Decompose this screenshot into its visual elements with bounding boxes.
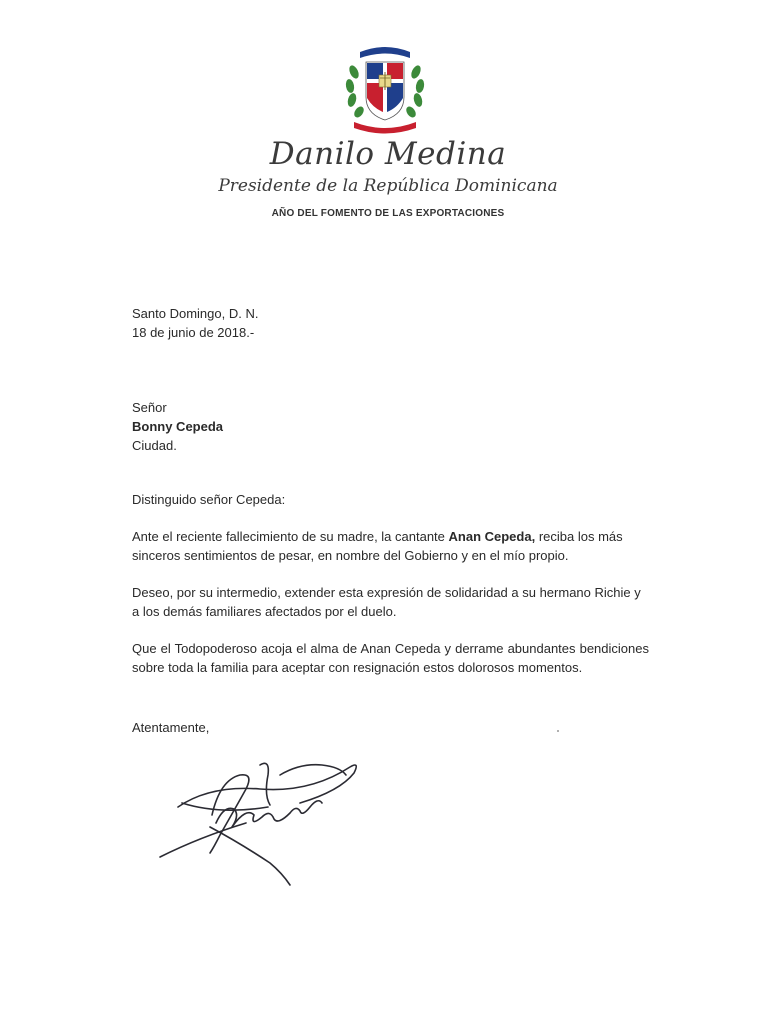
paragraph-1-text-b: reciba los más sinceros sentimientos de pesar, en nombre del Gobierno y en el mío propio. (132, 529, 623, 563)
letterhead-motto: AÑO DEL FOMENTO DE LAS EXPORTACIONES (271, 208, 505, 219)
salutation: Distinguido señor Cepeda: (132, 492, 286, 507)
paragraph-1 (132, 527, 649, 565)
stray-mark (557, 730, 559, 732)
letterhead-name: Danilo Medina (269, 136, 507, 172)
paragraph-2: Deseo, por su intermedio, extender esta expresión de solidaridad a su hermano Richie y a los demás familiares afectados por el duelo. (132, 585, 641, 619)
paragraph-1-text-a: Ante el reciente fallecimiento de su madre, la cantante (132, 529, 449, 544)
recipient-city: Ciudad. (132, 438, 177, 453)
paragraph-3: Que el Todopoderoso acoja el alma de Anan Cepeda y derrame abundantes bendiciones sobre toda la familia para aceptar con resignación estos dolorosos momentos. (132, 641, 649, 675)
closing: Atentamente, (132, 720, 210, 735)
date-line: 18 de junio de 2018.- (132, 325, 255, 340)
paragraph-1-bold-name: Anan Cepeda, (448, 529, 536, 544)
coat-of-arms-seal (340, 42, 430, 137)
recipient-name: Bonny Cepeda (132, 419, 224, 434)
place-line: Santo Domingo, D. N. (132, 306, 259, 321)
letterhead-title: Presidente de la República Dominicana (218, 176, 558, 196)
handwritten-signature (150, 745, 370, 890)
recipient-honorific: Señor (132, 400, 167, 415)
